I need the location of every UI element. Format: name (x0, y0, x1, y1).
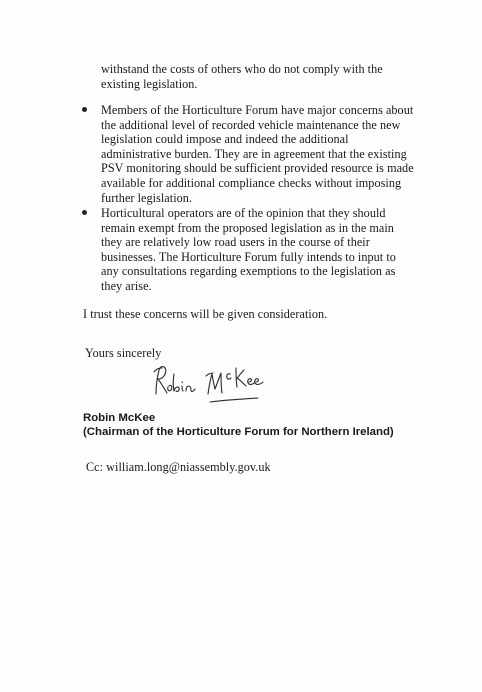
cc-line: Cc: william.long@niassembly.gov.uk (86, 460, 271, 474)
bullet-line: any consultations regarding exemptions to the legislation as (101, 264, 396, 279)
bullet-line: they arise. (101, 278, 152, 293)
bullet-line: they are relatively low road users in the course of their (101, 235, 370, 250)
continuation-paragraph (101, 62, 421, 91)
bullet-line: further legislation. (101, 190, 193, 205)
bullet-line: available for additional compliance checks without imposing (101, 175, 402, 190)
bullet-icon (82, 107, 87, 112)
signer-title: (Chairman of the Horticulture Forum for Northern Ireland) (83, 426, 394, 438)
bullet-text (101, 206, 451, 294)
bullet-line: the additional level of recorded vehicle maintenance the new (101, 117, 401, 132)
bullet-icon (82, 210, 87, 215)
trust-line: I trust these concerns will be given consideration. (83, 307, 328, 321)
continuation-line: existing legislation. (101, 76, 198, 91)
closing-salutation: Yours sincerely (85, 346, 162, 360)
bullet-line: administrative burden. They are in agreement that the existing (101, 146, 407, 161)
bullet-line: Members of the Horticulture Forum have major concerns about (101, 103, 414, 117)
bullet-line: businesses. The Horticulture Forum fully intends to input to (101, 249, 396, 264)
signer-name: Robin McKee (83, 412, 156, 424)
continuation-line: withstand the costs of others who do not comply with the (101, 62, 383, 76)
bullet-line: legislation could impose and indeed the additional (101, 132, 349, 147)
handwritten-signature (150, 360, 290, 408)
bullet-line: Horticultural operators are of the opinion that they should (101, 206, 386, 220)
bullet-text (101, 103, 451, 205)
bullet-line: remain exempt from the proposed legislation as in the main (101, 220, 394, 235)
bullet-line: PSV monitoring should be sufficient provided resource is made (101, 161, 414, 176)
